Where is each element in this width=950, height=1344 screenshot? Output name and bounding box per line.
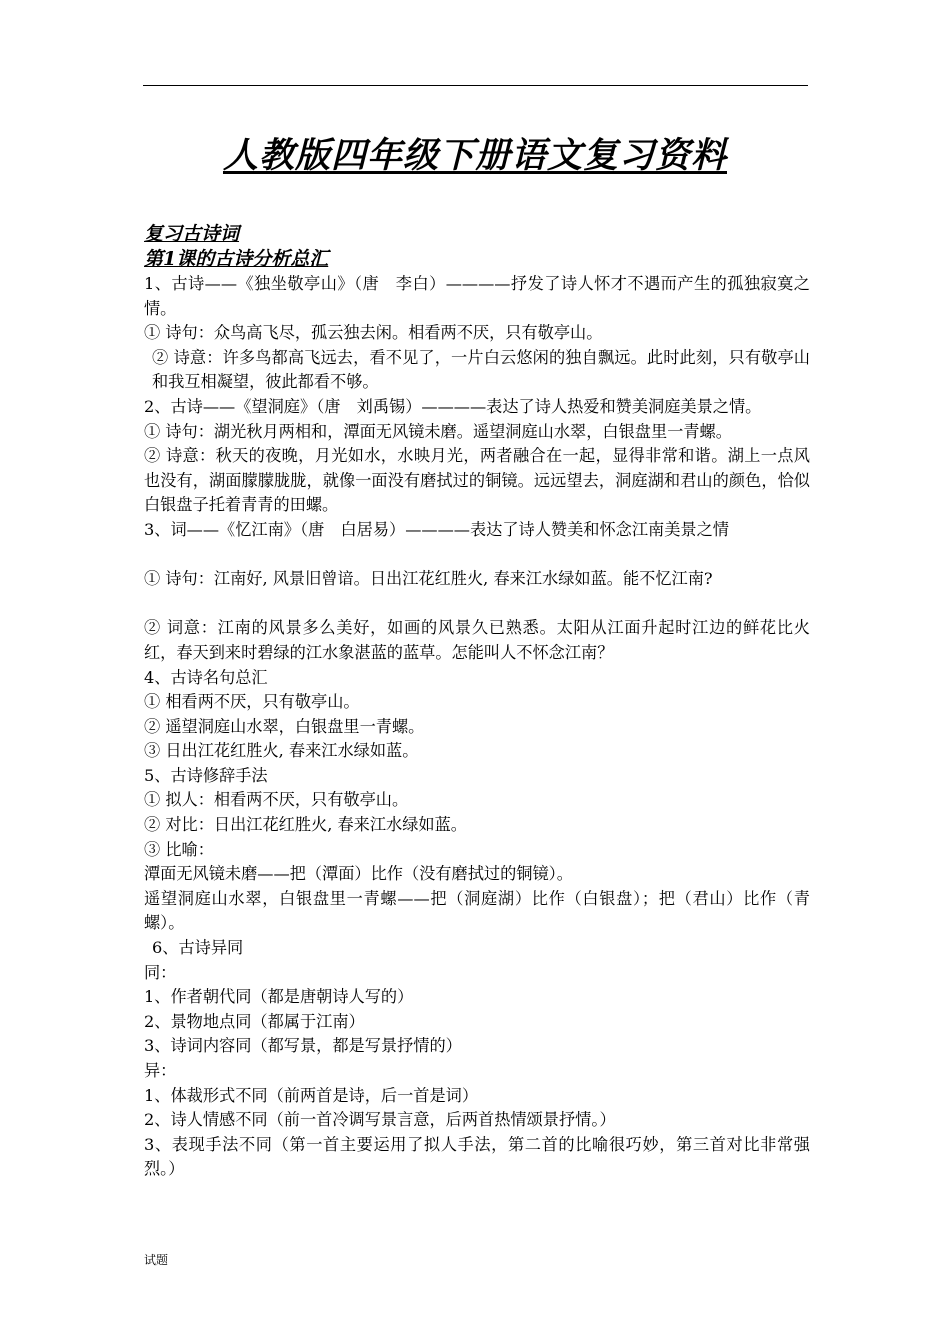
text-line: ① 相看两不厌，只有敬亭山。 xyxy=(144,692,360,712)
subsection-heading: 第1课的古诗分析总汇 xyxy=(144,248,329,270)
text-line: ② 词意：江南的风景多么美好，如画的风景久已熟悉。太阳从江面升起时江边的鲜花比火红，春天到来时碧绿的江水象湛蓝的蓝草。怎能叫人不怀念江南？ xyxy=(144,618,810,662)
text-line: ① 诗句：湖光秋月两相和，潭面无风镜未磨。遥望洞庭山水翠，白银盘里一青螺。 xyxy=(144,421,732,441)
text-line: 潭面无风镜未磨——把（潭面）比作（没有磨拭过的铜镜）。 xyxy=(144,864,573,884)
text-line: 1、作者朝代同（都是唐朝诗人写的） xyxy=(144,987,414,1007)
text-line: ② 遥望洞庭山水翠，白银盘里一青螺。 xyxy=(144,716,425,736)
document-body xyxy=(144,222,810,1182)
text-line: 3、词——《忆江南》（唐 白居易）————表达了诗人赞美和怀念江南美景之情 xyxy=(144,519,729,539)
text-line: 2、诗人情感不同（前一首冷调写景言意，后两首热情颂景抒情。） xyxy=(144,1110,616,1130)
text-line: 6、古诗异同 xyxy=(152,938,244,958)
text-line: ③ 日出江花红胜火, 春来江水绿如蓝。 xyxy=(144,741,419,761)
text-line: 4、古诗名句总汇 xyxy=(144,667,268,687)
text-line: 3、表现手法不同（第一首主要运用了拟人手法，第二首的比喻很巧妙，第三首对比非常强烈。） xyxy=(144,1134,810,1179)
text-line: ① 诗句：众鸟高飞尽，孤云独去闲。相看两不厌，只有敬亭山。 xyxy=(144,323,603,343)
text-line: 2、古诗——《望洞庭》（唐 刘禹锡）————表达了诗人热爱和赞美洞庭美景之情。 xyxy=(144,396,762,416)
text-line: 1、古诗——《独坐敬亭山》（唐 李白）————抒发了诗人怀才不遇而产生的孤独寂寞之情。 xyxy=(144,274,810,318)
text-line: ① 诗句：江南好, 风景旧曾谙。日出江花红胜火, 春来江水绿如蓝。能不忆江南? xyxy=(144,569,713,589)
text-line: 5、古诗修辞手法 xyxy=(144,765,268,785)
text-line: 2、景物地点同（都属于江南） xyxy=(144,1011,365,1031)
blank-line xyxy=(144,543,810,568)
header-rule xyxy=(143,85,808,86)
text-line: ③ 比喻： xyxy=(144,839,214,859)
page-title: 人教版四年级下册语文复习资料 xyxy=(222,135,727,176)
text-line: ① 拟人：相看两不厌，只有敬亭山。 xyxy=(144,790,409,810)
text-line: ② 对比：日出江花红胜火, 春来江水绿如蓝。 xyxy=(144,815,467,835)
text-line: 遥望洞庭山水翠，白银盘里一青螺——把（洞庭湖）比作（白银盘）；把（君山）比作（青螺）。 xyxy=(144,888,810,933)
text-line: ② 诗意：许多鸟都高飞远去，看不见了，一片白云悠闲的独自飘远。此时此刻，只有敬亭山和我互相凝望，彼此都看不够。 xyxy=(152,347,810,392)
text-line: 异： xyxy=(144,1061,177,1080)
page-footer: 试题 xyxy=(144,1253,169,1267)
text-line: ② 诗意：秋天的夜晚，月光如水，水映月光，两者融合在一起，显得非常和谐。湖上一点风也没有，湖面朦朦胧胧，就像一面没有磨拭过的铜镜。远远望去，洞庭湖和君山的颜色，恰似白银盘子托着青青的田螺。 xyxy=(144,446,810,515)
blank-line xyxy=(144,592,810,617)
text-line: 3、诗词内容同（都写景，都是写景抒情的） xyxy=(144,1036,462,1056)
section-heading: 复习古诗词 xyxy=(144,223,240,245)
text-line: 同： xyxy=(144,962,177,982)
text-line: 1、体裁形式不同（前两首是诗，后一首是词） xyxy=(144,1085,479,1105)
